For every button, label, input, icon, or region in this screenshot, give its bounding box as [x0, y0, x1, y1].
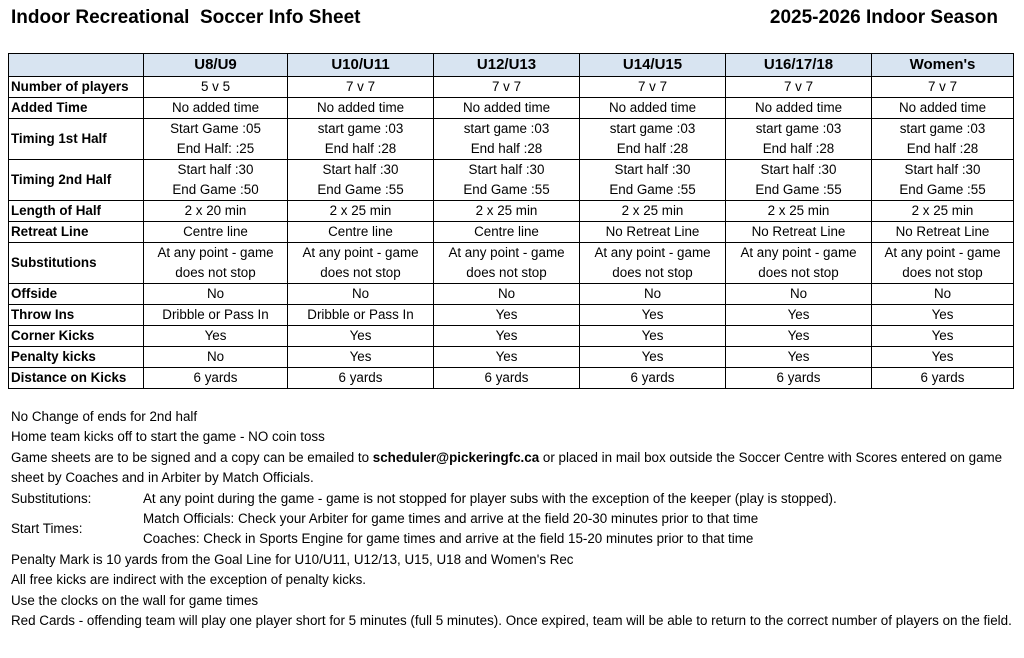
- table-cell: [580, 368, 726, 389]
- cell-line: Yes: [495, 307, 518, 322]
- cell-line: Centre line: [183, 224, 248, 239]
- table-cell: [288, 77, 434, 98]
- cell-line: 2 x 20 min: [184, 203, 247, 218]
- cell-line: does not stop: [758, 265, 839, 280]
- table-cell: [288, 222, 434, 243]
- cell-line: 7 v 7: [927, 79, 958, 94]
- cell-line: Yes: [641, 349, 664, 364]
- cell-line: 2 x 25 min: [911, 203, 974, 218]
- table-cell: [872, 77, 1014, 98]
- cell-line: does not stop: [902, 265, 983, 280]
- cell-line: Yes: [349, 349, 372, 364]
- row-label: Offside: [9, 284, 144, 305]
- table-cell: [434, 368, 580, 389]
- cell-line: Dribble or Pass In: [307, 307, 414, 322]
- table-cell: [434, 243, 580, 284]
- table-cell: [580, 77, 726, 98]
- table-cell: [872, 98, 1014, 119]
- start-times-label: Start Times:: [11, 521, 83, 537]
- table-cell: [580, 347, 726, 368]
- cell-line: 2 x 25 min: [475, 203, 538, 218]
- cell-line: No: [789, 286, 808, 301]
- row-label: Corner Kicks: [9, 326, 144, 347]
- table-cell: [580, 326, 726, 347]
- cell-line: Yes: [349, 328, 372, 343]
- table-cell: [580, 98, 726, 119]
- table-row: [9, 119, 1014, 160]
- cell-line: No added time: [462, 100, 551, 115]
- start-times-coaches: Coaches: Check in Sports Engine for game times and arrive at the field 15-20 minutes prior to that time: [143, 531, 754, 547]
- table-cell: [872, 243, 1014, 284]
- cell-line: Start Game :05: [170, 121, 261, 136]
- cell-line: Start half :30: [177, 162, 254, 177]
- cell-line: does not stop: [612, 265, 693, 280]
- cell-line: Yes: [931, 307, 954, 322]
- table-cell: [144, 347, 288, 368]
- note-clocks: Use the clocks on the wall for game times: [11, 592, 259, 608]
- table-cell: [872, 201, 1014, 222]
- table-cell: [434, 160, 580, 201]
- game-sheets-text: Game sheets are to be signed and a copy can be emailed to: [11, 449, 373, 465]
- table-cell: [872, 368, 1014, 389]
- cell-line: start game :03: [463, 121, 550, 136]
- cell-line: does not stop: [320, 265, 401, 280]
- scheduler-email: scheduler@pickeringfc.ca: [372, 449, 540, 465]
- column-header: U8/U9: [144, 54, 288, 77]
- info-table: [8, 53, 1014, 389]
- cell-line: 6 yards: [630, 370, 675, 385]
- table-cell: [144, 201, 288, 222]
- table-cell: [144, 243, 288, 284]
- cell-line: No Retreat Line: [751, 224, 846, 239]
- cell-line: At any point - game: [302, 245, 419, 260]
- cell-line: Yes: [787, 349, 810, 364]
- table-cell: [726, 347, 872, 368]
- cell-line: 5 v 5: [200, 79, 231, 94]
- table-cell: [144, 368, 288, 389]
- table-cell: [288, 326, 434, 347]
- note-penalty-mark: Penalty Mark is 10 yards from the Goal Line for U10/U11, U12/13, U15, U18 and Women's Rec: [11, 551, 574, 567]
- table-cell: [288, 201, 434, 222]
- table-cell: [288, 284, 434, 305]
- table-cell: [580, 243, 726, 284]
- note-start-times: [11, 509, 1016, 550]
- cell-line: End Game :55: [609, 182, 696, 197]
- table-cell: [580, 119, 726, 160]
- table-row: [9, 243, 1014, 284]
- page-title: Indoor Recreational Soccer Info Sheet: [11, 7, 361, 28]
- table-row: [9, 284, 1014, 305]
- cell-line: Dribble or Pass In: [162, 307, 269, 322]
- cell-line: Yes: [787, 307, 810, 322]
- table-row: [9, 368, 1014, 389]
- table-body: [9, 77, 1014, 389]
- cell-line: Yes: [495, 349, 518, 364]
- table-cell: [726, 243, 872, 284]
- column-header: U16/17/18: [726, 54, 872, 77]
- cell-line: No: [497, 286, 516, 301]
- cell-line: 6 yards: [193, 370, 238, 385]
- table-cell: [726, 119, 872, 160]
- table-cell: [144, 284, 288, 305]
- cell-line: 6 yards: [776, 370, 821, 385]
- cell-line: 2 x 25 min: [621, 203, 684, 218]
- cell-line: No Retreat Line: [895, 224, 990, 239]
- table-cell: [434, 98, 580, 119]
- cell-line: No added time: [171, 100, 260, 115]
- table-cell: [144, 160, 288, 201]
- row-label: Timing 2nd Half: [9, 160, 144, 201]
- row-label: Throw Ins: [9, 305, 144, 326]
- cell-line: Centre line: [328, 224, 393, 239]
- table-cell: [872, 284, 1014, 305]
- cell-line: End Half: :25: [176, 141, 255, 156]
- cell-line: No Retreat Line: [605, 224, 700, 239]
- table-cell: [144, 326, 288, 347]
- note-no-change-ends: No Change of ends for 2nd half: [11, 409, 198, 424]
- table-cell: [872, 160, 1014, 201]
- note-free-kicks: All free kicks are indirect with the exception of penalty kicks.: [11, 572, 367, 588]
- cell-line: Start half :30: [904, 162, 981, 177]
- table-cell: [434, 347, 580, 368]
- table-row: [9, 201, 1014, 222]
- table-cell: [726, 368, 872, 389]
- cell-line: Centre line: [474, 224, 539, 239]
- cell-line: End Game :55: [755, 182, 842, 197]
- table-cell: [434, 284, 580, 305]
- note-red-cards: Red Cards - offending team will play one player short for 5 minutes (full 5 minutes). Once expired, team will be able to return to the correct number of players on the field.: [11, 613, 1012, 629]
- table-cell: [434, 119, 580, 160]
- cell-line: End half :28: [324, 141, 397, 156]
- table-cell: [580, 222, 726, 243]
- table-cell: [872, 326, 1014, 347]
- row-label: Substitutions: [9, 243, 144, 284]
- table-cell: [872, 347, 1014, 368]
- cell-line: 6 yards: [920, 370, 965, 385]
- cell-line: Start half :30: [468, 162, 545, 177]
- table-cell: [288, 347, 434, 368]
- table-cell: [434, 326, 580, 347]
- table-cell: [726, 284, 872, 305]
- table-cell: [288, 160, 434, 201]
- table-cell: [580, 201, 726, 222]
- cell-line: No: [206, 349, 225, 364]
- substitutions-text: At any point during the game - game is not stopped for player subs with the exception of the keeper (play is stopped).: [143, 490, 837, 506]
- cell-line: Yes: [495, 328, 518, 343]
- note-substitutions: [11, 489, 1016, 509]
- game-sheets-text-cont: or placed in mail box outside the Soccer Centre with Scores entered on game sheet by Coaches and in Arbiter by Match Officials.: [11, 449, 1003, 486]
- cell-line: No added time: [754, 100, 843, 115]
- cell-line: End half :28: [470, 141, 543, 156]
- table-cell: [580, 284, 726, 305]
- note-kickoff: Home team kicks off to start the game - NO coin toss: [11, 429, 325, 445]
- row-label: Distance on Kicks: [9, 368, 144, 389]
- table-cell: [726, 77, 872, 98]
- cell-line: End Game :50: [172, 182, 259, 197]
- cell-line: No: [206, 286, 225, 301]
- cell-line: start game :03: [317, 121, 404, 136]
- cell-line: Yes: [641, 307, 664, 322]
- table-cell: [434, 222, 580, 243]
- table-row: [9, 98, 1014, 119]
- cell-line: End half :28: [762, 141, 835, 156]
- cell-line: At any point - game: [448, 245, 565, 260]
- cell-line: Yes: [931, 349, 954, 364]
- table-cell: [726, 160, 872, 201]
- table-row: [9, 347, 1014, 368]
- corner-header-cell: [9, 54, 144, 77]
- cell-line: 7 v 7: [783, 79, 814, 94]
- cell-line: start game :03: [755, 121, 842, 136]
- table-row: [9, 222, 1014, 243]
- row-label: Retreat Line: [9, 222, 144, 243]
- table-cell: [288, 119, 434, 160]
- row-label: Added Time: [9, 98, 144, 119]
- table-cell: [144, 98, 288, 119]
- cell-line: does not stop: [175, 265, 256, 280]
- cell-line: No: [351, 286, 370, 301]
- table-cell: [288, 98, 434, 119]
- cell-line: does not stop: [466, 265, 547, 280]
- table-cell: [144, 305, 288, 326]
- table-cell: [726, 305, 872, 326]
- cell-line: 7 v 7: [345, 79, 376, 94]
- season-title: 2025-2026 Indoor Season: [769, 7, 998, 28]
- cell-line: No: [643, 286, 662, 301]
- cell-line: Yes: [204, 328, 227, 343]
- table-cell: [872, 119, 1014, 160]
- table-cell: [580, 160, 726, 201]
- cell-line: End half :28: [616, 141, 689, 156]
- column-header: U10/U11: [288, 54, 434, 77]
- cell-line: Yes: [931, 328, 954, 343]
- note-game-sheets: [11, 448, 1016, 489]
- row-label: Penalty kicks: [9, 347, 144, 368]
- cell-line: At any point - game: [594, 245, 711, 260]
- column-header: U14/U15: [580, 54, 726, 77]
- table-row: [9, 305, 1014, 326]
- row-label: Length of Half: [9, 201, 144, 222]
- table-cell: [144, 77, 288, 98]
- table-row: [9, 160, 1014, 201]
- cell-line: 7 v 7: [637, 79, 668, 94]
- cell-line: End half :28: [906, 141, 979, 156]
- table-cell: [872, 222, 1014, 243]
- cell-line: At any point - game: [157, 245, 274, 260]
- table-cell: [144, 222, 288, 243]
- table-cell: [288, 368, 434, 389]
- table-cell: [288, 243, 434, 284]
- table-cell: [580, 305, 726, 326]
- row-label: Number of players: [9, 77, 144, 98]
- table-cell: [434, 77, 580, 98]
- cell-line: At any point - game: [884, 245, 1001, 260]
- cell-line: End Game :55: [899, 182, 986, 197]
- table-cell: [872, 305, 1014, 326]
- table-row: [9, 326, 1014, 347]
- cell-line: 2 x 25 min: [767, 203, 830, 218]
- cell-line: End Game :55: [463, 182, 550, 197]
- cell-line: No added time: [316, 100, 405, 115]
- cell-line: No added time: [608, 100, 697, 115]
- cell-line: No: [933, 286, 952, 301]
- row-label: Timing 1st Half: [9, 119, 144, 160]
- cell-line: Yes: [641, 328, 664, 343]
- substitutions-label: Substitutions:: [11, 490, 92, 506]
- cell-line: Yes: [787, 328, 810, 343]
- cell-line: 2 x 25 min: [329, 203, 392, 218]
- table-row: [9, 77, 1014, 98]
- cell-line: Start half :30: [760, 162, 837, 177]
- cell-line: 6 yards: [338, 370, 383, 385]
- cell-line: start game :03: [609, 121, 696, 136]
- column-header: U12/U13: [434, 54, 580, 77]
- cell-line: Start half :30: [614, 162, 691, 177]
- cell-line: 6 yards: [484, 370, 529, 385]
- table-header-row: [9, 54, 1014, 77]
- table-cell: [288, 305, 434, 326]
- cell-line: At any point - game: [740, 245, 857, 260]
- table-cell: [726, 201, 872, 222]
- cell-line: Start half :30: [322, 162, 399, 177]
- column-header: Women's: [872, 54, 1014, 77]
- table-cell: [144, 119, 288, 160]
- cell-line: No added time: [898, 100, 987, 115]
- table-cell: [434, 305, 580, 326]
- table-cell: [726, 98, 872, 119]
- cell-line: End Game :55: [317, 182, 404, 197]
- table-cell: [726, 222, 872, 243]
- notes-section: [11, 407, 1016, 631]
- cell-line: 7 v 7: [491, 79, 522, 94]
- table-cell: [726, 326, 872, 347]
- start-times-officials: Match Officials: Check your Arbiter for game times and arrive at the field 20-30 minutes prior to that time: [143, 511, 759, 527]
- table-cell: [434, 201, 580, 222]
- cell-line: start game :03: [899, 121, 986, 136]
